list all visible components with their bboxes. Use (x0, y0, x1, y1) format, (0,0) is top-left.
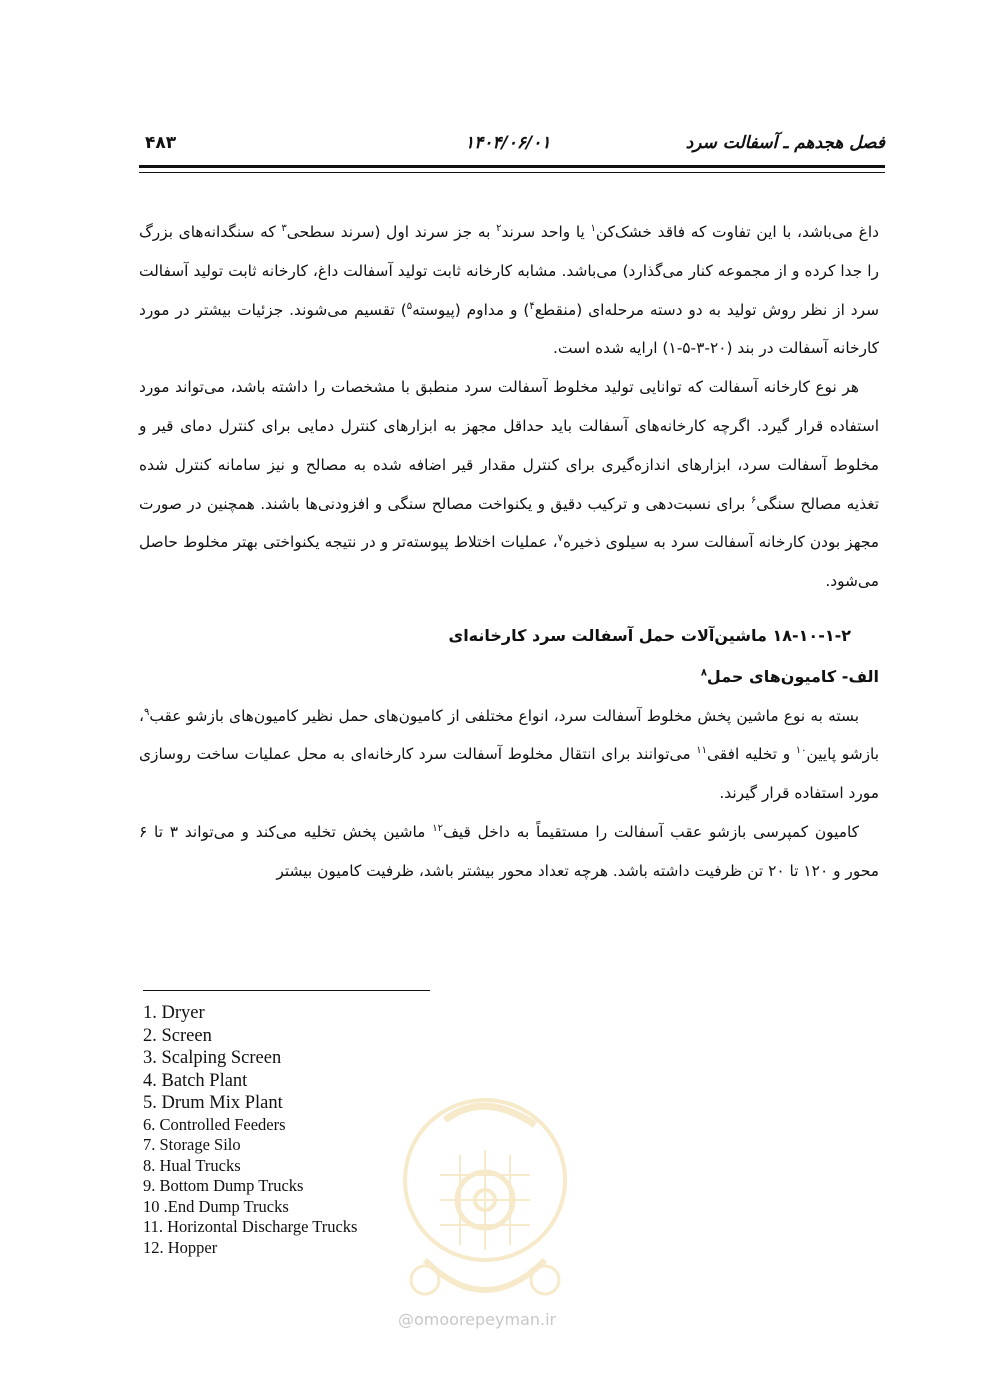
footnote-rule (143, 990, 430, 991)
header-rule (139, 165, 885, 168)
footnote-item: 4. Batch Plant (143, 1070, 248, 1091)
footnote-item: 1. Dryer (143, 1003, 205, 1023)
footnote-item: 8. Hual Trucks (143, 1155, 241, 1175)
watermark-text: @omoorepeyman.ir (398, 1310, 557, 1329)
header-rule-thin (139, 172, 885, 173)
footnotes-list (143, 1002, 357, 1259)
page-body (139, 213, 879, 891)
footnote-item: 7. Storage Silo (143, 1135, 241, 1155)
paragraph-2: هر نوع کارخانه آسفالت که توانایی تولید مخلوط آسفالت سرد منطبق با مشخصات را داشته باشد، می‌تواند مورد استفاده قرار گیرد. اگرچه کارخانه‌های آسفالت باید حداقل مجهز به ابزارهای کنترل دمایی برای کنترل دمای قیر و مخلوط آسفالت سرد، ابزارهای اندازه‌گیری برای کنترل مقدار قیر اضافه شده به مصالح و نیز سامانه کنترل شده تغذیه مصالح سنگی$^۶$ برای نسبت‌دهی و ترکیب دقیق و یکنواخت مصالح سنگی و افزودنی‌ها باشند. همچنین در صورت مجهز بودن کارخانه آسفالت سرد به سیلوی ذخیره$^۷$، عملیات اختلاط پیوسته‌تر و در نتیجه یکنواختی بهتر مخلوط حاصل می‌شود. (139, 378, 880, 591)
footnote-item: 6. Controlled Feeders (143, 1114, 286, 1134)
page-number: ۴۸۳ (145, 133, 177, 153)
footnote-item: 12. Hopper (143, 1238, 218, 1258)
paragraph-4: کامیون کمپرسی بازشو عقب آسفالت را مستقیماً به داخل قیف$^{۱۲}$ ماشین پخش تخلیه می‌کند و می‌تواند ۳ تا ۶ محور و ۱۲۰ تا ۲۰ تن ظرفیت داشته باشد. هرچه تعداد محور بیشتر باشد، ظرفیت کامیون بیشتر (139, 822, 879, 880)
footnote-item: 2. Screen (143, 1025, 212, 1046)
footnote-item: 9. Bottom Dump Trucks (143, 1176, 304, 1196)
chapter-title: فصل هجدهم ـ آسفالت سرد (685, 133, 885, 153)
paragraph-3: بسته به نوع ماشین پخش مخلوط آسفالت سرد، انواع مختلفی از کامیون‌های حمل نظیر کامیون‌های بازشو عقب$^۹$، بازشو پایین$^{۱۰}$ و تخلیه افقی$^{۱۱}$ می‌توانند برای انتقال مخلوط آسفالت سرد کارخانه‌ای به محل عملیات ساخت روسازی مورد استفاده قرار گیرند. (139, 706, 879, 803)
footnote-item: 10 .End Dump Trucks (143, 1196, 289, 1216)
sub-heading: الف- کامیون‌های حمل$^۸$ (700, 666, 879, 686)
header-date: ۱۴۰۴/۰۶/۰۱ (465, 133, 551, 153)
section-heading: ۱۸-۱۰-۱-۲ ماشین‌آلات حمل آسفالت سرد کارخانه‌ای (448, 625, 851, 645)
footnote-item: 3. Scalping Screen (143, 1048, 282, 1068)
footnote-item: 5. Drum Mix Plant (143, 1093, 283, 1113)
paragraph-1: داغ می‌باشد، با این تفاوت که فاقد خشک‌کن$^۱$ یا واحد سرند$^۲$ به جز سرند اول (سرند سطحی$^۳$ که سنگدانه‌های بزرگ را جدا کرده و از مجموعه کنار می‌گذارد) می‌باشد. مشابه کارخانه ثابت تولید آسفالت داغ، کارخانه ثابت تولید آسفالت سرد از نظر روش تولید به دو دسته مرحله‌ای (منقطع$^۴$) و مداوم (پیوسته$^۵$) تقسیم می‌شوند. جزئیات بیشتر در مورد کارخانه آسفالت در بند (۲۰-۳-۵-۱) ارایه شده است. (139, 222, 879, 358)
footnote-item: 11. Horizontal Discharge Trucks (143, 1217, 358, 1237)
